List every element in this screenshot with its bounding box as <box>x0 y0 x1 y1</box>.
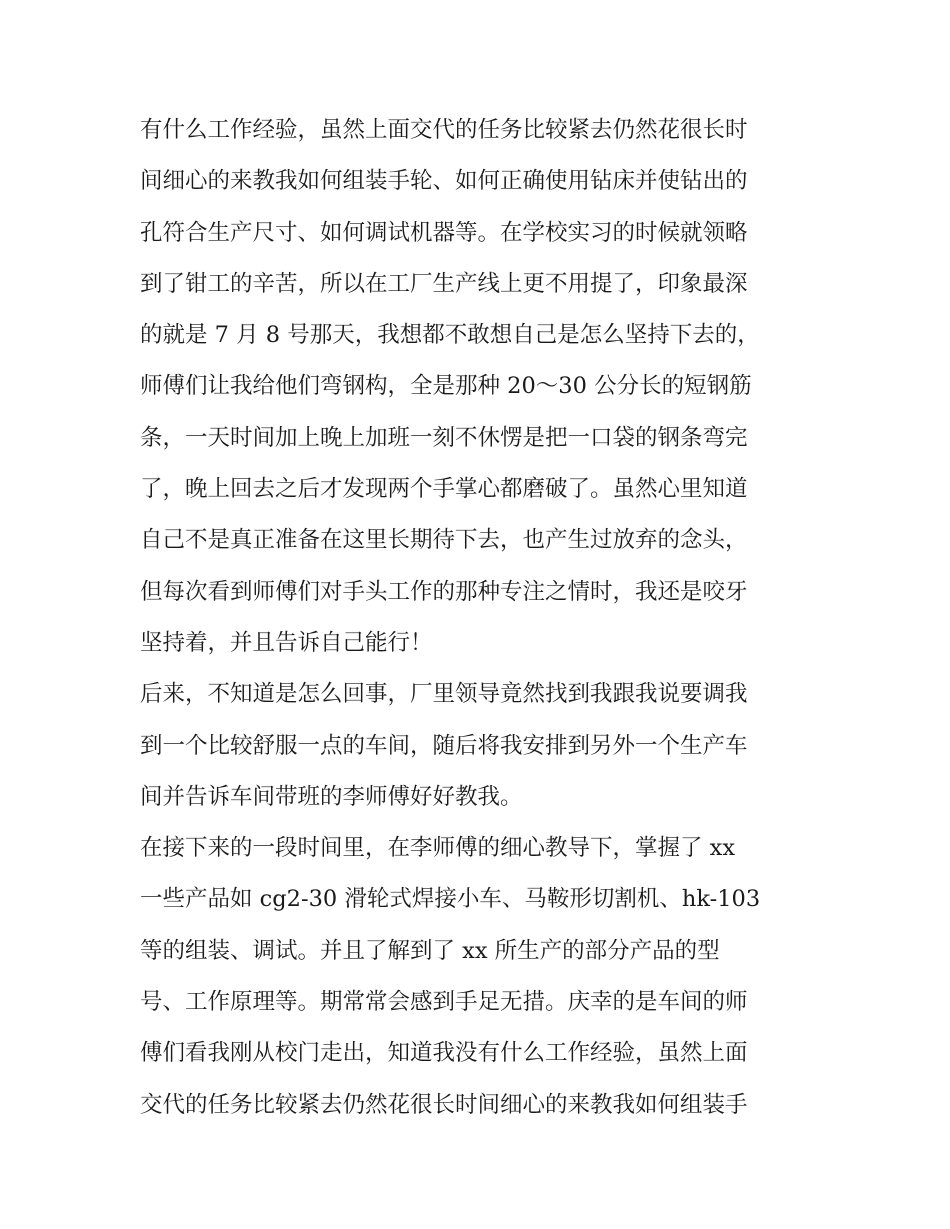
text-line: 后来，不知道是怎么回事，厂里领导竟然找到我跟我说要调我 <box>140 681 748 708</box>
text-line: 但每次看到师傅们对手头工作的那种专注之情时，我还是咬牙 <box>140 578 748 605</box>
text-line: 自己不是真正准备在这里长期待下去，也产生过放弃的念头， <box>140 527 748 554</box>
text-line: 坚持着，并且告诉自己能行！ <box>140 629 433 656</box>
text-line: 师傅们让我给他们弯钢构，全是那种 20～30 公分长的短钢筋 <box>140 373 752 400</box>
text-line: 间细心的来教我如何组装手轮、如何正确使用钻床并使钻出的 <box>140 168 748 195</box>
body-text <box>140 105 820 1131</box>
text-line: 的就是 7 月 8 号那天，我想都不敢想自己是怎么坚持下去的， <box>140 322 760 349</box>
text-line: 号、工作原理等。期常常会感到手足无措。庆幸的是车间的师 <box>140 989 748 1016</box>
text-line: 到了钳工的辛苦，所以在工厂生产线上更不用提了，印象最深 <box>140 270 748 297</box>
text-line: 傅们看我刚从校门走出，知道我没有什么工作经验，虽然上面 <box>140 1040 748 1067</box>
text-line: 条，一天时间加上晚上加班一刻不休愣是把一口袋的钢条弯完 <box>140 424 748 451</box>
text-line: 了，晚上回去之后才发现两个手掌心都磨破了。虽然心里知道 <box>140 476 748 503</box>
text-line: 有什么工作经验，虽然上面交代的任务比较紧去仍然花很长时 <box>140 117 748 143</box>
text-line: 到一个比较舒服一点的车间，随后将我安排到另外一个生产车 <box>140 732 748 759</box>
text-line: 孔符合生产尺寸、如何调试机器等。在学校实习的时候就领略 <box>140 219 748 246</box>
text-line: 交代的任务比较紧去仍然花很长时间细心的来教我如何组装手 <box>140 1091 748 1118</box>
text-line: 一些产品如 cg2-30 滑轮式焊接小车、马鞍形切割机、hk-103 <box>140 886 761 913</box>
text-line: 间并告诉车间带班的李师傅好好教我。 <box>140 783 523 810</box>
text-line: 等的组装、调试。并且了解到了 xx 所生产的部分产品的型 <box>140 937 720 964</box>
text-line: 在接下来的一段时间里，在李师傅的细心教导下，掌握了 xx <box>140 835 736 862</box>
